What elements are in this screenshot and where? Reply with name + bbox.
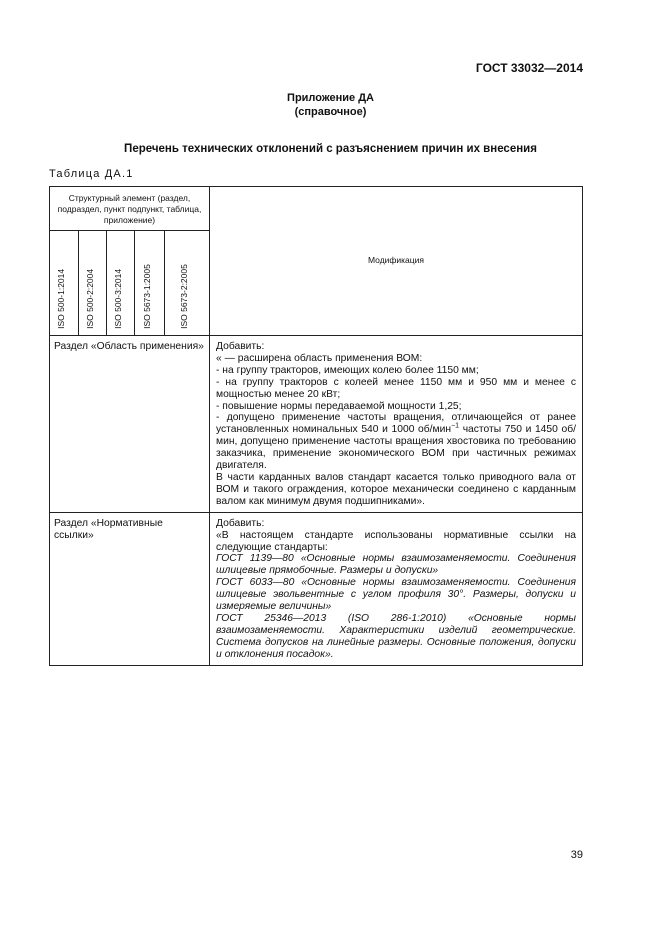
text-line: - повышение нормы передаваемой мощности 1,25; (216, 400, 462, 412)
text-line (216, 412, 576, 472)
iso-column-label: ISO 500-1:2014 (56, 268, 67, 329)
reference-line: ГОСТ 1139—80 «Основные нормы взаимозаменяемости. Соединения шлицевые прямобочные. Размеры и допуски» (216, 553, 576, 577)
structural-element-header: Структурный элемент (раздел, подраздел, пункт подпункт, таблица, приложение) (50, 187, 210, 231)
row-modification (210, 336, 583, 513)
text-line: В части карданных валов стандарт касается только приводного вала от ВОМ и такого ограждения, которое механически соединено с карданным валом как минимум двумя подшипниками». (216, 471, 576, 507)
iso-column-header (165, 231, 210, 336)
iso-column-label: ISO 5673-2:2005 (179, 264, 190, 329)
row-modification (210, 512, 583, 665)
iso-column-label: ISO 500-2:2004 (84, 268, 95, 329)
iso-column-header (135, 231, 165, 336)
page-number: 39 (570, 849, 583, 861)
text-line: - на группу тракторов, имеющих колею более 1150 мм; (216, 364, 479, 376)
reference-line: ГОСТ 6033—80 «Основные нормы взаимозаменяемости. Соединения шлицевые эвольвентные с углом профиля 30°. Размеры, допуски и измеряемые величины» (216, 577, 576, 613)
row-label: Раздел «Нормативные ссылки» (50, 512, 210, 665)
table-caption: Таблица ДА.1 (49, 168, 134, 180)
appendix-title: Приложение ДА (287, 92, 374, 104)
appendix-subtitle: (справочное) (294, 106, 367, 118)
modification-header: Модификация (210, 187, 583, 336)
row-label: Раздел «Область применения» (50, 336, 210, 513)
iso-column-header (50, 231, 79, 336)
table-row (50, 336, 583, 513)
text-line: « — расширена область применения ВОМ: (216, 352, 423, 364)
reference-line: ГОСТ 25346—2013 (ISO 286-1:2010) «Основные нормы взаимозаменяемости. Характеристики изделий геометрические. Система допусков на линейные размеры. Основные положения, допуски и отклонения посадок». (216, 612, 576, 660)
text-line: Добавить: (216, 341, 265, 352)
text-line: Добавить: (216, 517, 265, 529)
iso-column-label: ISO 500-3:2014 (112, 268, 123, 329)
superscript: −1 (451, 422, 460, 430)
text-fragment: - допущено применение частоты вращения, отличающейся от ранее установленных номинальных 540 и 1000 об/мин (216, 412, 576, 436)
text-fragment: частоты 750 и 1450 об/мин, допущено применение частоты вращения хвостовика по требованию заказчика, применение экономического ВОМ при частичных режимах двигателя. (216, 424, 576, 472)
iso-column-header (107, 231, 135, 336)
document-title: Перечень технических отклонений с разъяснением причин их внесения (124, 143, 537, 155)
text-line: - на группу тракторов с колеей менее 1150 мм и 950 мм и менее с мощностью менее 20 кВт; (216, 376, 576, 400)
text-line: «В настоящем стандарте использованы нормативные ссылки на следующие стандарты: (216, 529, 576, 553)
table-row (50, 512, 583, 665)
standard-number: ГОСТ 33032—2014 (475, 61, 583, 75)
iso-column-label: ISO 5673-1:2005 (141, 264, 152, 329)
deviations-table (49, 186, 583, 666)
iso-column-header (79, 231, 107, 336)
